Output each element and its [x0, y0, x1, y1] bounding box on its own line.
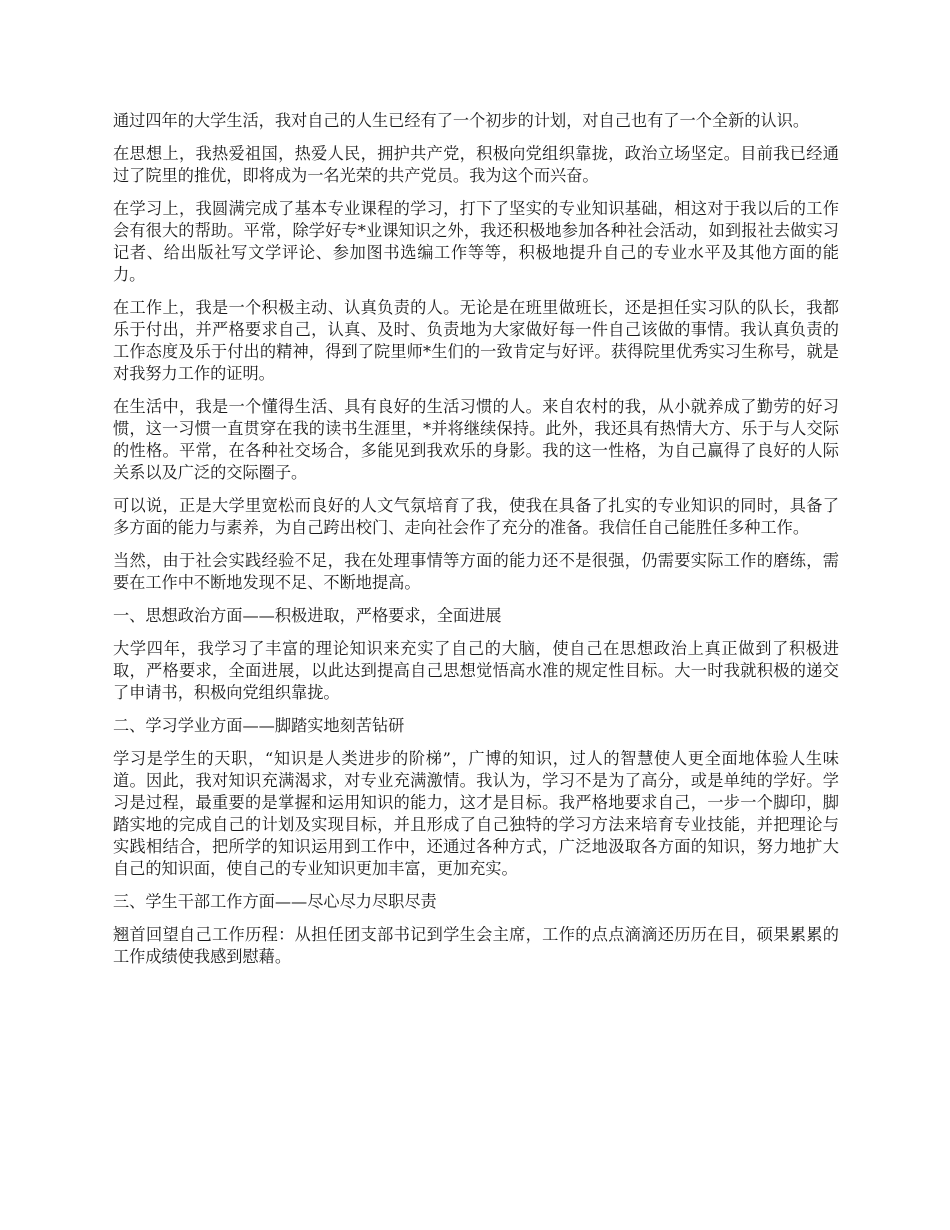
paragraph-study-detail: 学习是学生的天职，“知识是人类进步的阶梯”，广博的知识，过人的智慧使人更全面地体验人生味道。因此，我对知识充满渴求，对专业充满激情。我认为，学习不是为了高分，或是单纯的学好。学习是过程，最重要的是掌握和运用知识的能力，这才是目标。我严格地要求自己，一步一个脚印，脚踏实地的完成自己的计划及实现目标，并且形成了自己独特的学习方法来培育专业技能，并把理论与实践相结合，把所学的知识运用到工作中，还通过各种方式，广泛地汲取各方面的知识，努力地扩大自己的知识面，使自己的专业知识更加丰富，更加充实。 — [113, 749, 839, 878]
section-heading-politics: 一、思想政治方面——积极进取，严格要求，全面进展 — [113, 606, 502, 625]
paragraph-politics: 大学四年，我学习了丰富的理论知识来充实了自己的大脑，使自己在思想政治上真正做到了积极进取，严格要求，全面进展，以此达到提高自己思想觉悟高水准的规定性目标。大一时我就积极的递交了申请书，积极向党组织靠拢。 — [113, 639, 839, 702]
section-heading-cadre: 三、学生干部工作方面——尽心尽力尽职尽责 — [113, 892, 437, 911]
paragraph-life: 在生活中，我是一个懂得生活、具有良好的生活习惯的人。来自农村的我，从小就养成了勤劳的好习惯，这一习惯一直贯穿在我的读书生涯里，*并将继续保持。此外，我还具有热情大方、乐于与人交际的性格。平常，在各种社交场合，多能见到我欢乐的身影。我的这一性格，为自己赢得了良好的人际关系以及广泛的交际圈子。 — [113, 397, 839, 482]
section-heading-study: 二、学习学业方面——脚踏实地刻苦钻研 — [113, 716, 405, 735]
paragraph-cadre: 翘首回望自己工作历程：从担任团支部书记到学生会主席，工作的点点滴滴还历历在目，硕果累累的工作成绩使我感到慰藉。 — [113, 925, 839, 966]
paragraph-study: 在学习上，我圆满完成了基本专业课程的学习，打下了坚实的专业知识基础，相这对于我以后的工作会有很大的帮助。平常，除学好专*业课知识之外，我还积极地参加各种社会活动，如到报社去做实习记者、给出版社写文学评论、参加图书选编工作等等，积极地提升自己的专业水平及其他方面的能力。 — [113, 199, 839, 284]
paragraph-shortcomings: 当然，由于社会实践经验不足，我在处理事情等方面的能力还不是很强，仍需要实际工作的磨练，需要在工作中不断地发现不足、不断地提高。 — [113, 551, 839, 592]
paragraph-summary: 可以说，正是大学里宽松而良好的人文气氛培育了我，使我在具备了扎实的专业知识的同时，具备了多方面的能力与素养，为自己跨出校门、走向社会作了充分的准备。我信任自己能胜任多种工作。 — [113, 496, 839, 537]
paragraph-intro: 通过四年的大学生活，我对自己的人生已经有了一个初步的计划，对自己也有了一个全新的认识。 — [113, 111, 810, 130]
paragraph-ideology: 在思想上，我热爱祖国，热爱人民，拥护共产党，积极向党组织靠拢，政治立场坚定。目前我已经通过了院里的推优，即将成为一名光荣的共产党员。我为这个而兴奋。 — [113, 144, 839, 185]
document-body — [113, 110, 839, 979]
paragraph-work: 在工作上，我是一个积极主动、认真负责的人。无论是在班里做班长，还是担任实习队的队长，我都乐于付出，并严格要求自己，认真、及时、负责地为大家做好每一件自己该做的事情。我认真负责的工作态度及乐于付出的精神，得到了院里师*生们的一致肯定与好评。获得院里优秀实习生称号，就是对我努力工作的证明。 — [113, 298, 839, 383]
